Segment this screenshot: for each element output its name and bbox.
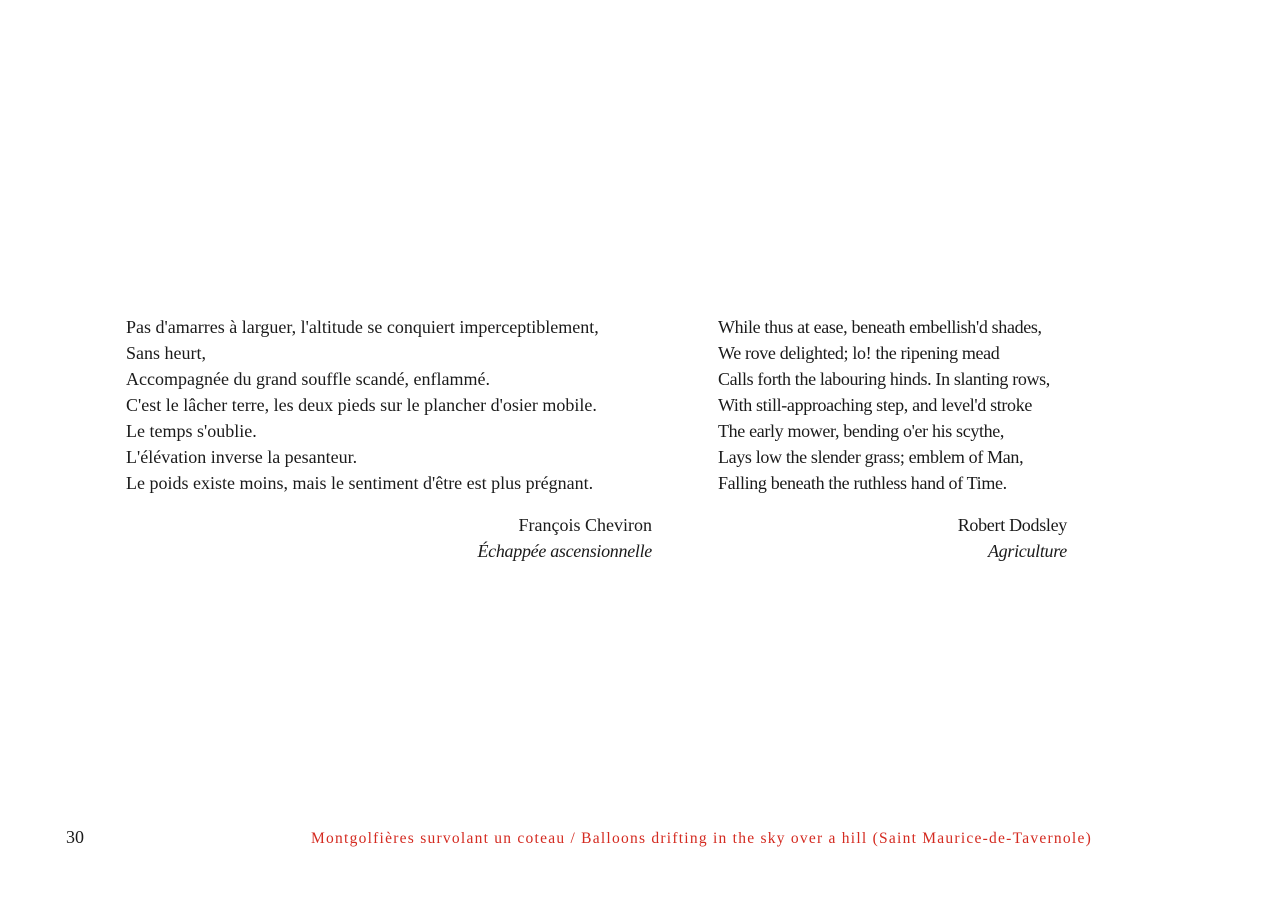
poem-line: With still-approaching step, and level'd stroke <box>718 395 1032 415</box>
poem-line: Lays low the slender grass; emblem of Man, <box>718 447 1024 467</box>
poem-line: Pas d'amarres à larguer, l'altitude se conquiert imperceptiblement, <box>126 317 599 337</box>
poem-line: L'élévation inverse la pesanteur. <box>126 447 358 467</box>
poem-line: C'est le lâcher terre, les deux pieds sur le plancher d'osier mobile. <box>126 395 597 415</box>
poem-line: Le temps s'oublie. <box>126 421 257 441</box>
poem-line: The early mower, bending o'er his scythe, <box>718 421 1005 441</box>
poem-lines <box>126 314 652 496</box>
poem-line: We rove delighted; lo! the ripening mead <box>718 343 1000 363</box>
poem-line: Accompagnée du grand souffle scandé, enflammé. <box>126 369 491 389</box>
poem-lines <box>718 314 1067 496</box>
poem-line: Falling beneath the ruthless hand of Time. <box>718 473 1007 493</box>
poem-french <box>126 314 652 564</box>
poem-author: François Cheviron <box>518 515 652 535</box>
poem-author: Robert Dodsley <box>957 515 1067 535</box>
poem-line: Le poids existe moins, mais le sentiment d'être est plus prégnant. <box>126 473 594 493</box>
poem-english <box>718 314 1067 564</box>
attribution <box>718 512 1067 564</box>
poem-line: Sans heurt, <box>126 343 206 363</box>
poem-line: Calls forth the labouring hinds. In slanting rows, <box>718 369 1050 389</box>
page-number: 30 <box>66 827 84 847</box>
poem-line: While thus at ease, beneath embellish'd shades, <box>718 317 1042 337</box>
poem-title: Agriculture <box>987 541 1067 561</box>
attribution <box>126 512 652 564</box>
page-caption: Montgolfières survolant un coteau / Balloons drifting in the sky over a hill (Saint Maurice-de-Tavernole) <box>311 830 1092 847</box>
poem-title: Échappée ascensionnelle <box>477 541 652 561</box>
